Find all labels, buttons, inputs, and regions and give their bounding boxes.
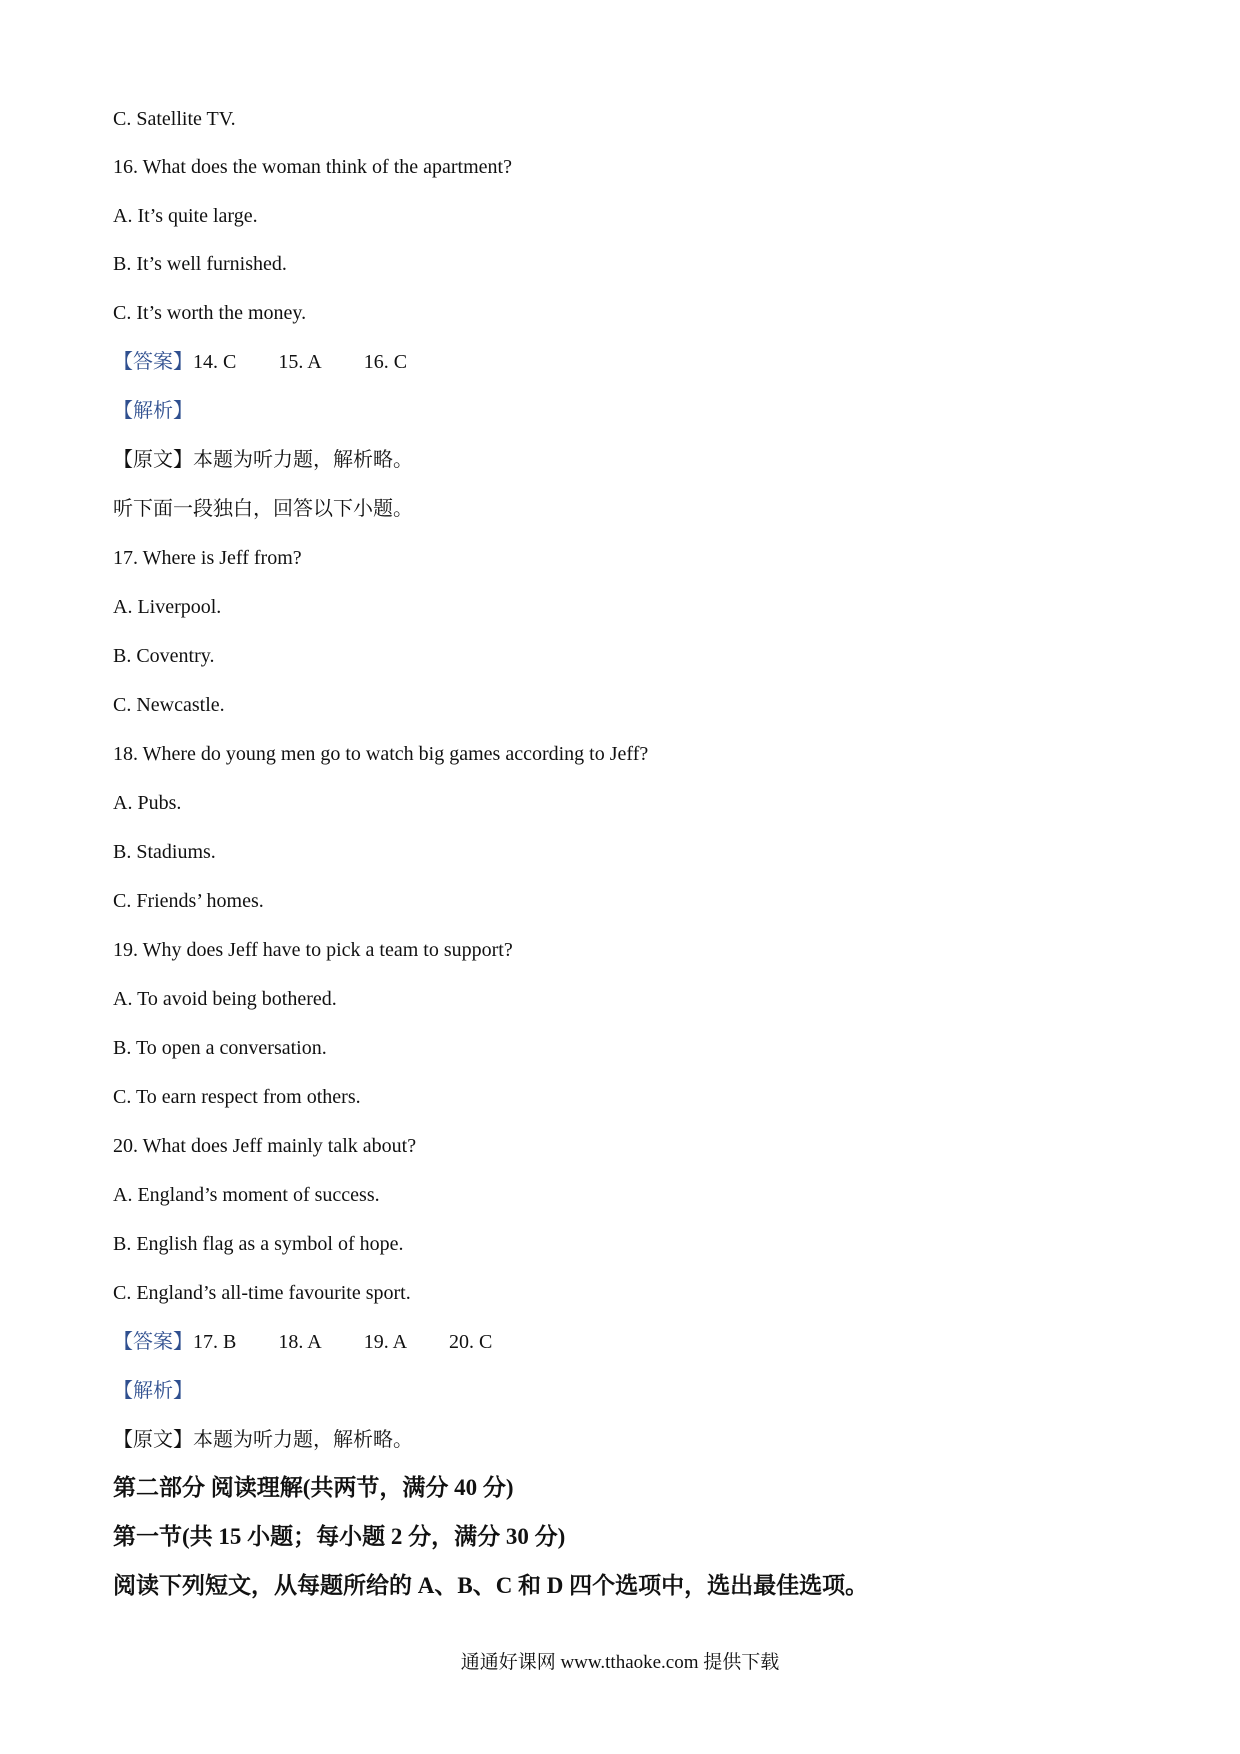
section-heading-part2-1: 第一节(共 15 小题；每小题 2 分，满分 30 分) [113, 1524, 566, 1549]
option-b-q16: B. It’s well furnished. [113, 253, 287, 275]
reading-instruction: 阅读下列短文，从每题所给的 A、B、C 和 D 四个选项中，选出最佳选项。 [113, 1573, 869, 1598]
answer-17: 17. B [193, 1331, 237, 1353]
option-b-q17: B. Coventry. [113, 645, 215, 667]
option-b-q18: B. Stadiums. [113, 841, 216, 863]
option-c-q20: C. England’s all-time favourite sport. [113, 1282, 411, 1304]
original-text-2: 【原文】本题为听力题，解析略。 [113, 1429, 413, 1451]
monologue-instruction: 听下面一段独白，回答以下小题。 [113, 498, 413, 520]
question-17: 17. Where is Jeff from? [113, 547, 302, 569]
analysis-label-1: 【解析】 [113, 400, 193, 422]
answer-line-1 [113, 350, 407, 374]
option-a-q19: A. To avoid being bothered. [113, 988, 337, 1010]
option-a-q17: A. Liverpool. [113, 596, 222, 618]
answer-14: 14. C [193, 351, 237, 373]
answer-16: 16. C [363, 351, 408, 373]
analysis-label-2: 【解析】 [113, 1380, 193, 1402]
answer-18: 18. A [278, 1331, 322, 1353]
option-c-q16: C. It’s worth the money. [113, 302, 307, 324]
page-footer: 通通好课网 www.tthaoke.com 提供下载 [460, 1652, 780, 1673]
option-c-q19: C. To earn respect from others. [113, 1086, 361, 1108]
question-16: 16. What does the woman think of the apartment? [113, 156, 512, 178]
option-a-q20: A. England’s moment of success. [113, 1184, 380, 1206]
question-18: 18. Where do young men go to watch big games according to Jeff? [113, 743, 649, 765]
question-20: 20. What does Jeff mainly talk about? [113, 1135, 417, 1157]
answer-line-2 [113, 1330, 492, 1354]
original-text-1: 【原文】本题为听力题，解析略。 [113, 449, 413, 471]
answer-20: 20. C [449, 1331, 493, 1353]
answer-label: 【答案】 [113, 1331, 193, 1353]
question-19: 19. Why does Jeff have to pick a team to support? [113, 939, 513, 961]
section-heading-part2: 第二部分 阅读理解(共两节，满分 40 分) [113, 1475, 514, 1500]
answer-15: 15. A [278, 351, 322, 373]
option-a-q18: A. Pubs. [113, 792, 182, 814]
option-b-q19: B. To open a conversation. [113, 1037, 327, 1059]
answer-19: 19. A [363, 1331, 408, 1353]
option-c-q17: C. Newcastle. [113, 694, 225, 716]
option-a-q16: A. It’s quite large. [113, 205, 258, 227]
option-c-q18: C. Friends’ homes. [113, 890, 264, 912]
answer-label: 【答案】 [113, 351, 193, 373]
option-c-q15: C. Satellite TV. [113, 108, 236, 130]
option-b-q20: B. English flag as a symbol of hope. [113, 1233, 404, 1255]
